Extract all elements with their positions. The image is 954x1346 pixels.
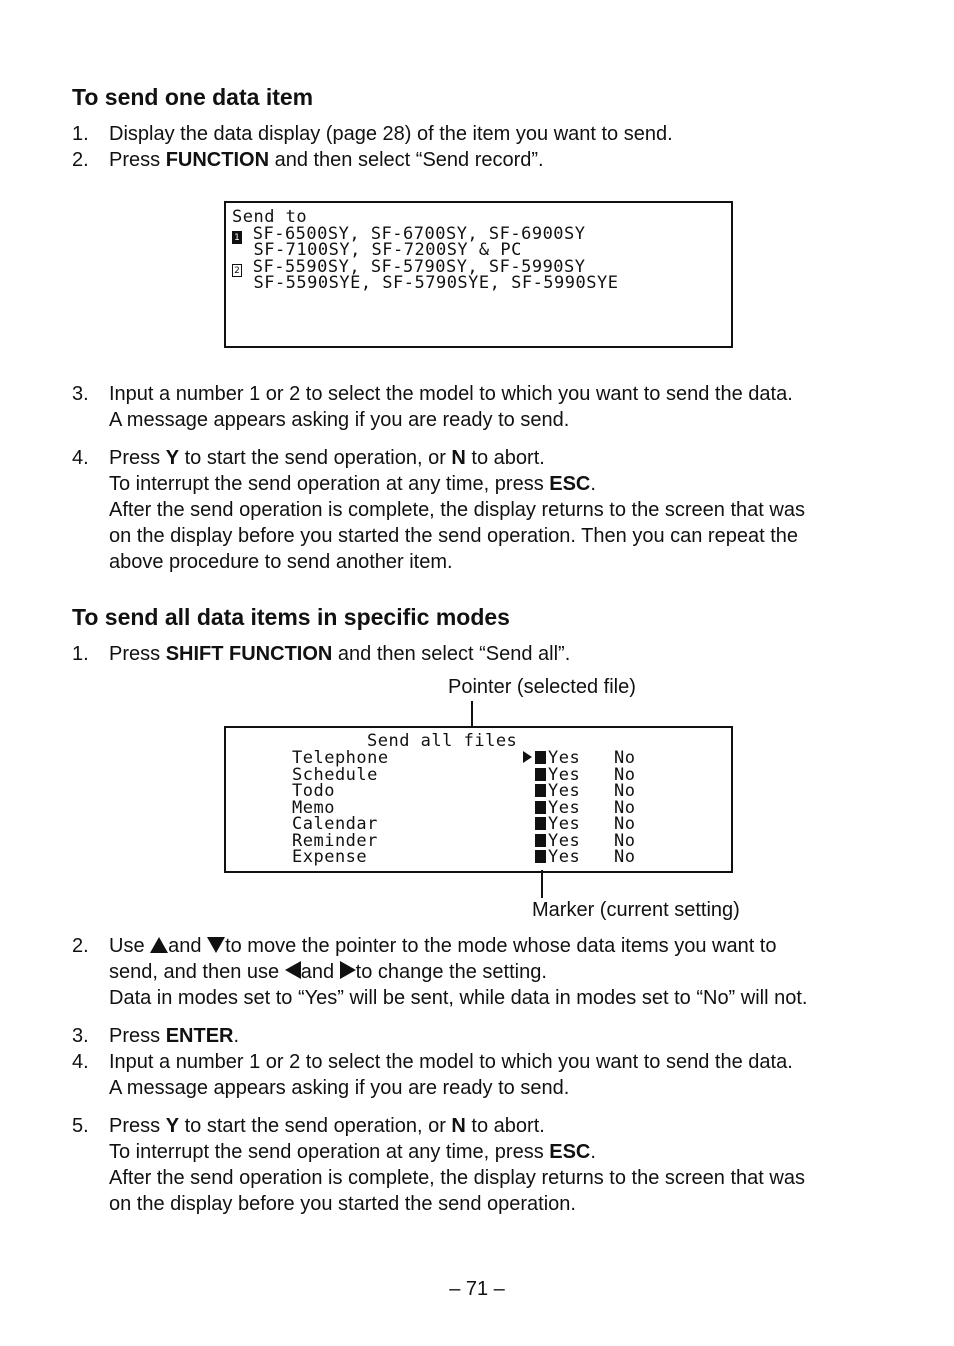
step-text: After the send operation is complete, the display returns to the screen that was <box>109 499 805 521</box>
step-text: Press Y to start the send operation, or N to abort. <box>109 1115 545 1137</box>
key-name: ENTER <box>165 1025 234 1047</box>
step-1 <box>72 121 902 147</box>
step-number: 4. <box>72 1051 89 1073</box>
step-text: on the display before you started the send operation. Then you can repeat the <box>109 525 798 547</box>
step-text: After the send operation is complete, the display returns to the screen that was <box>109 1167 805 1189</box>
step-number: 5. <box>72 1115 89 1137</box>
step-number: 3. <box>72 383 89 405</box>
marker-icon <box>535 817 546 830</box>
page-number: – 71 – <box>449 1278 505 1300</box>
mode-name: Schedule <box>292 764 378 785</box>
left-arrow-icon <box>285 961 301 979</box>
step-1 <box>72 641 902 667</box>
marker-icon <box>535 768 546 781</box>
mode-name: Reminder <box>292 830 378 851</box>
step-number: 2. <box>72 935 89 957</box>
model-option-2-cont: SF-5590SYE, SF-5790SYE, SF-5990SYE <box>232 273 619 293</box>
marker-icon <box>535 751 546 764</box>
step-text: send, and then use and to change the setting. <box>109 961 547 983</box>
mode-name: Memo <box>292 797 335 818</box>
step-2 <box>72 933 902 1011</box>
mode-name: Calendar <box>292 814 378 834</box>
setting-row: Yes <box>535 767 580 784</box>
step-text: Press SHIFT FUNCTION and then select “Send all”. <box>109 643 571 665</box>
mode-name: Telephone <box>292 748 389 768</box>
step-text: Input a number 1 or 2 to select the model to which you want to send the data. <box>109 383 793 405</box>
no-option: No <box>614 764 636 785</box>
no-option: No <box>614 830 636 851</box>
no-option: No <box>614 748 636 768</box>
step-4 <box>72 1049 902 1101</box>
pointer-callout-label: Pointer (selected file) <box>448 676 636 698</box>
step-text: A message appears asking if you are ready to send. <box>109 409 570 431</box>
key-name: FUNCTION <box>165 149 270 171</box>
marker-icon <box>535 850 546 863</box>
right-arrow-icon <box>340 961 356 979</box>
pointer-arrow-icon <box>523 751 532 763</box>
step-text: Use and to move the pointer to the mode whose data items you want to <box>109 935 777 957</box>
marker-callout-label: Marker (current setting) <box>532 899 740 921</box>
section-heading-send-all: To send all data items in specific modes <box>72 604 510 630</box>
mode-name: Expense <box>292 847 368 867</box>
step-number: 4. <box>72 447 89 469</box>
step-text: Press ENTER. <box>109 1025 240 1047</box>
marker-leader-line <box>541 870 543 898</box>
screen-title: Send all files <box>367 731 518 751</box>
setting-row: Yes <box>535 833 580 850</box>
setting-row: Yes <box>535 783 580 800</box>
step-text: Press Y to start the send operation, or N to abort. <box>109 447 545 469</box>
step-text: Data in modes set to “Yes” will be sent, while data in modes set to “No” will not. <box>109 987 808 1009</box>
marker-icon <box>535 784 546 797</box>
setting-row: Yes <box>535 849 580 866</box>
no-option: No <box>614 814 636 834</box>
step-number: 1. <box>72 643 89 665</box>
option-2-box: 2 <box>232 264 242 277</box>
send-all-files-screen <box>224 726 733 873</box>
step-2 <box>72 147 902 173</box>
marker-icon <box>535 834 546 847</box>
step-text: Display the data display (page 28) of the item you want to send. <box>109 123 673 145</box>
step-text: Press FUNCTION and then select “Send record”. <box>109 149 544 171</box>
key-name: SHIFT FUNCTION <box>165 643 333 665</box>
setting-row: Yes <box>523 750 580 767</box>
step-number: 3. <box>72 1025 89 1047</box>
no-option: No <box>614 797 636 818</box>
step-text: above procedure to send another item. <box>109 551 453 573</box>
step-number: 2. <box>72 149 89 171</box>
up-arrow-icon <box>150 937 168 953</box>
step-number: 1. <box>72 123 89 145</box>
step-5 <box>72 1113 902 1217</box>
down-arrow-icon <box>207 937 225 953</box>
step-3 <box>72 381 902 433</box>
no-option: No <box>614 781 636 801</box>
option-1-box: 1 <box>232 231 242 244</box>
setting-row: Yes <box>535 816 580 833</box>
step-text: To interrupt the send operation at any time, press ESC. <box>109 473 596 495</box>
step-text: Input a number 1 or 2 to select the model to which you want to send the data. <box>109 1051 793 1073</box>
send-to-screen <box>224 201 733 348</box>
no-option: No <box>614 847 636 867</box>
step-text: To interrupt the send operation at any time, press ESC. <box>109 1141 596 1163</box>
mode-name: Todo <box>292 781 335 801</box>
step-text: on the display before you started the send operation. <box>109 1193 576 1215</box>
step-text: A message appears asking if you are ready to send. <box>109 1077 570 1099</box>
model-option-1: 1 SF-6500SY, SF-6700SY, SF-6900SY <box>232 226 731 243</box>
model-option-2: 2 SF-5590SY, SF-5790SY, SF-5990SY <box>232 259 731 276</box>
step-4 <box>72 445 902 575</box>
screen-title: Send to <box>232 207 308 227</box>
marker-icon <box>535 801 546 814</box>
model-option-1-cont: SF-7100SY, SF-7200SY & PC <box>232 240 522 260</box>
step-3 <box>72 1023 902 1049</box>
section-heading-send-one: To send one data item <box>72 84 314 110</box>
setting-row: Yes <box>535 800 580 817</box>
